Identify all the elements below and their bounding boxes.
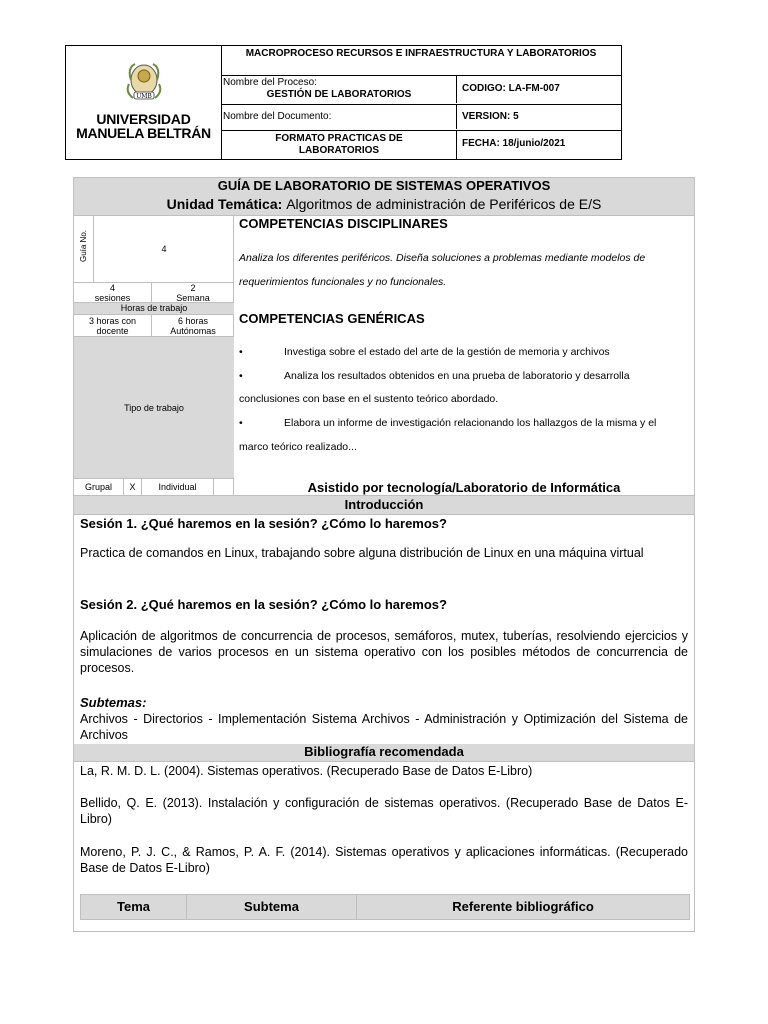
asistido-tecnologia: Asistido por tecnología/Laboratorio de Informática (234, 479, 694, 496)
fecha: FECHA: 18/junio/2021 (462, 138, 566, 149)
modalidad-row (74, 479, 234, 496)
macroproceso-title: MACROPROCESO RECURSOS E INFRAESTRUCTURA Y LABORATORIOS (245, 48, 597, 59)
sesiones-value: 4 (109, 283, 115, 293)
table-header-referente: Referente bibliográfico (452, 899, 594, 914)
competencia-generica-1 (239, 345, 691, 359)
unidad-label: Unidad Temática: (166, 196, 283, 212)
grupal-mark: X (124, 479, 142, 495)
guide-title: GUÍA DE LABORATORIO DE SISTEMAS OPERATIVOS (74, 178, 694, 196)
seal-text: UMB (136, 93, 152, 100)
logo-text-line1: UNIVERSIDAD (96, 111, 191, 127)
introduccion-title: Introducción (74, 496, 694, 515)
competencias-disciplinares-title: COMPETENCIAS DISCIPLINARES (239, 216, 448, 231)
metadata-grid (74, 215, 234, 479)
horas-docente-line2: docente (96, 326, 129, 336)
formato-row (221, 130, 621, 159)
competencia-generica-2-text: Analiza los resultados obtenidos en una prueba de laboratorio y desarrolla (284, 370, 630, 382)
table-header-subtema: Subtema (187, 895, 357, 919)
tipo-trabajo: Tipo de trabajo (124, 403, 184, 413)
documento-value: FORMATO PRACTICAS DE LABORATORIOS (275, 133, 403, 156)
horas-autonomas-line1: 6 horas (177, 316, 209, 326)
macroproceso-row (221, 46, 621, 76)
lab-guide (73, 177, 695, 932)
document-header (65, 45, 622, 160)
documento-row (221, 104, 621, 131)
proceso-label: Nombre del Proceso: (223, 77, 317, 88)
bibliografia-item: Moreno, P. J. C., & Ramos, P. A. F. (2014). Sistemas operativos y aplicaciones informáticas. (Recuperado Base de Datos E-Libro) (80, 845, 688, 875)
sesion1-text: Practica de comandos en Linux, trabajando sobre alguna distribución de Linux en una máquina virtual (80, 546, 644, 560)
bibliografia-item: La, R. M. D. L. (2004). Sistemas operativos. (Recuperado Base de Datos E-Libro) (80, 764, 533, 778)
competencia-generica-1-text: Investiga sobre el estado del arte de la gestión de memoria y archivos (284, 346, 610, 358)
documento-label: Nombre del Documento: (223, 111, 332, 122)
sesiones-label: sesiones (94, 293, 131, 303)
horas-docente-line1: 3 horas con (88, 316, 137, 326)
individual-mark (214, 479, 234, 495)
sesion1-title: Sesión 1. ¿Qué haremos en la sesión? ¿Cómo lo haremos? (80, 516, 447, 531)
competencia-generica-3-text: Elabora un informe de investigación relacionando los hallazgos de la misma y el (284, 417, 657, 429)
competencias-disciplinares-text: Analiza los diferentes periféricos. Diseña soluciones a problemas mediante modelos de requerimientos funcionales y no funcionales. (239, 252, 646, 288)
bullet: • (239, 346, 243, 358)
bibliografia-item: Bellido, Q. E. (2013). Instalación y configuración de sistemas operativos. (Recuperado Base de Datos E-Libro) (80, 796, 688, 826)
bibliografia-table-header (80, 894, 690, 920)
version: VERSION: 5 (462, 111, 519, 122)
logo-cell (66, 46, 222, 159)
competencias-genericas-title: COMPETENCIAS GENÉRICAS (239, 311, 425, 326)
horas-autonomas-line2: Autónomas (170, 326, 216, 336)
bibliografia-title: Bibliografía recomendada (74, 744, 694, 762)
codigo: CODIGO: LA-FM-007 (462, 83, 560, 94)
logo-text-line2: MANUELA BELTRÁN (76, 125, 211, 141)
subtemas-text: Archivos - Directorios - Implementación Sistema Archivos - Administración y Optimización del Sistema de Archivos (80, 712, 688, 742)
bullet: • (239, 417, 243, 429)
competencia-generica-2-cont: conclusiones con base en el sustento teórico abordado. (239, 393, 499, 405)
individual-label: Individual (142, 479, 214, 495)
semana-value: 2 (190, 283, 196, 293)
competencia-generica-3-cont: marco teórico realizado... (239, 441, 357, 453)
proceso-row (221, 75, 621, 105)
semana-label: Semana (176, 293, 210, 303)
bullet: • (239, 370, 243, 382)
sesion2-title: Sesión 2. ¿Qué haremos en la sesión? ¿Cómo lo haremos? (80, 597, 447, 612)
competencia-generica-2 (239, 369, 691, 383)
unidad-value: Algoritmos de administración de Periféricos de E/S (286, 196, 602, 212)
proceso-value: GESTIÓN DE LABORATORIOS (266, 89, 412, 100)
table-header-tema: Tema (81, 895, 187, 919)
subtemas-title: Subtemas: (80, 695, 147, 710)
sesion2-text: Aplicación de algoritmos de concurrencia de procesos, semáforos, mutex, tuberías, resolviendo ejercicios y simulaciones de varios procesos en un sistema operativo con los posibles métodos de concurrencia de procesos. (80, 629, 688, 675)
university-seal-icon (121, 58, 167, 108)
competencia-generica-3 (239, 416, 691, 430)
horas-label: Horas de trabajo (74, 303, 234, 315)
unidad-tematica (74, 195, 694, 216)
grupal-label: Grupal (74, 479, 124, 495)
guia-no-label: Guía No. (79, 230, 88, 263)
guia-no-value: 4 (161, 244, 167, 254)
